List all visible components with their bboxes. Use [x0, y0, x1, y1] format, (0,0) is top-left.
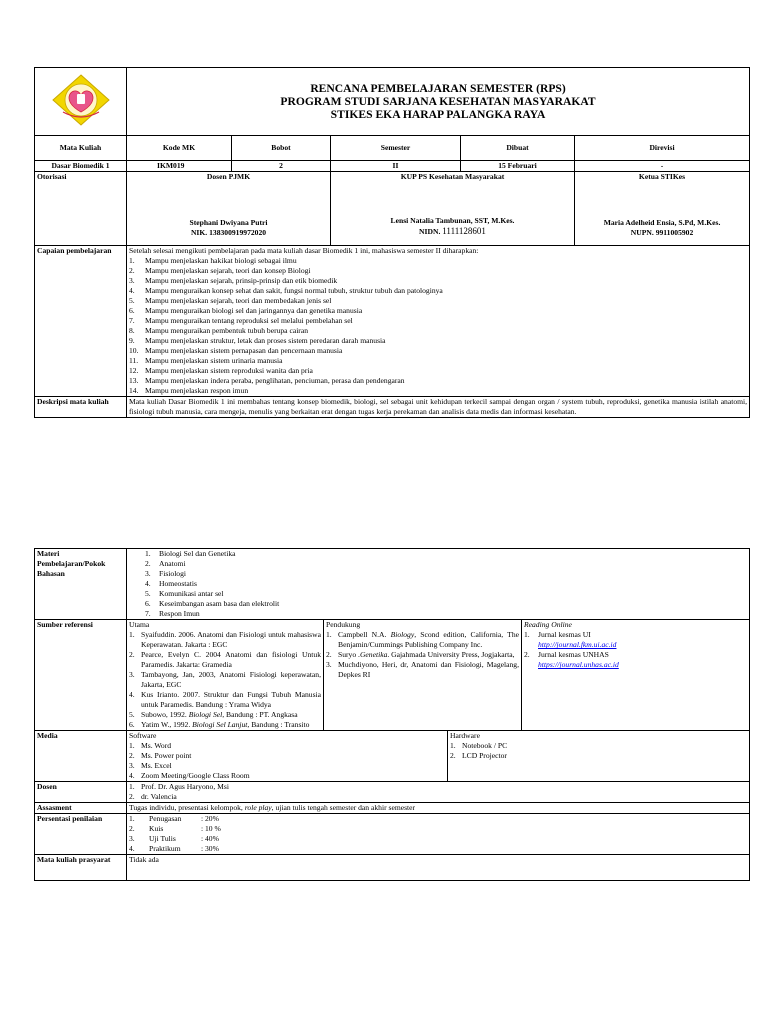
- persentasi-list: [129, 814, 747, 854]
- item-text: Mampu menjelaskan hakikat biologi sebagai ilmu: [145, 256, 297, 266]
- title-line-3: STIKES EKA HARAP PALANGKA RAYA: [330, 108, 546, 122]
- weight-value: : 20%: [201, 814, 219, 824]
- item-number: 8.: [129, 326, 135, 336]
- label-persentasi: Persentasi penilaian: [35, 814, 127, 855]
- signer-id-value: 138300919972020: [209, 228, 267, 238]
- capaian-item: [129, 276, 747, 286]
- item-number: 4.: [129, 690, 135, 700]
- signer-name: Stephani Dwiyana Putri: [189, 218, 268, 227]
- item-number: 7.: [145, 609, 151, 619]
- item-number: 4.: [129, 286, 135, 296]
- capaian-item: [129, 346, 747, 356]
- item-text: LCD Projector: [462, 751, 507, 761]
- software-item: [129, 751, 445, 761]
- item-italic: Genetika: [359, 650, 388, 660]
- item-text: Mampu menguraikan pembentuk tubuh berupa cairan: [145, 326, 309, 336]
- item-text: Mampu menjelaskan sejarah, teori dan membedakan jenis sel: [145, 296, 332, 306]
- title-line-1: RENCANA PEMBELAJARAN SEMESTER (RPS): [310, 81, 566, 95]
- weight-value: : 10 %: [201, 824, 221, 834]
- item-number: 5.: [129, 296, 135, 306]
- item-number: 5.: [145, 589, 151, 599]
- value-dibuat: 15 Februari: [461, 161, 575, 172]
- signer-id-label: NIK.: [190, 228, 208, 238]
- materi-item: [145, 579, 747, 589]
- rps-header-table: [34, 67, 750, 418]
- item-text: [538, 650, 747, 670]
- assessment-weight-item: [129, 834, 747, 844]
- sumber-pendukung: [324, 620, 522, 731]
- item-text: Prof. Dr. Agus Haryono, Msi: [141, 782, 229, 792]
- materi-item: [145, 599, 747, 609]
- assasment-text: [127, 803, 750, 814]
- item-number: 2.: [129, 650, 135, 660]
- materi-item: [145, 549, 747, 559]
- prasyarat-text: Tidak ada: [127, 855, 750, 881]
- label-direvisi: Direvisi: [575, 136, 750, 161]
- item-text: Muchdiyono, Heri, dr, Anatomi dan Fisiologi, Magelang, Depkes RI: [338, 660, 519, 680]
- hardware-item: [450, 751, 747, 761]
- online-journal-name: Jurnal kesmas UNHAS: [538, 650, 609, 660]
- item-number: 3.: [326, 660, 332, 670]
- item-number: 4.: [129, 771, 135, 781]
- reference-pendukung-item: [326, 630, 519, 650]
- dosen-item: [129, 792, 747, 802]
- materi-content: [127, 549, 750, 620]
- online-reference-item: [524, 630, 747, 650]
- label-materi: Materi Pembelajaran/Pokok Bahasan: [35, 549, 127, 620]
- item-text: Mampu menjelaskan sistem pernapasan dan pencernaan manusia: [145, 346, 343, 356]
- materi-list: [129, 549, 747, 619]
- item-text: Biologi Sel dan Genetika: [159, 549, 236, 558]
- item-text: Notebook / PC: [462, 741, 508, 751]
- item-text: Campbell N.A. Biology, Scond edition, California, The Benjamin/Cummings Publishing Company Inc.: [338, 630, 519, 650]
- item-text: Mampu menjelaskan struktur, letak dan proses sistem peredaran darah manusia: [145, 336, 386, 346]
- stikes-logo-icon: [49, 72, 113, 128]
- materi-item: [145, 609, 747, 619]
- capaian-item: [129, 286, 747, 296]
- online-reference-item: [524, 650, 747, 670]
- deskripsi-text: Mata kuliah Dasar Biomedik 1 ini membahas tentang konsep biomedik, biologi, sel sebagai unit kehidupan terkecil sampai dengan organ / system tubuh, reproduksi, genetika manusia istilah anatomi, fisiologi tubuh manusia, cara mengeja, menulis yang berkaitan erat dengan tugas kerja perekaman dan analisis data medis dan informasi kesehatan.: [127, 397, 750, 418]
- item-number: 3.: [129, 834, 135, 844]
- label-kode-mk: Kode MK: [127, 136, 232, 161]
- item-number: 3.: [129, 276, 135, 286]
- item-text: Syaifuddin. 2006. Anatomi dan Fisiologi untuk mahasiswa Keperawatan. Jakarta : EGC: [141, 630, 321, 650]
- item-number: 2.: [524, 650, 530, 660]
- software-item: [129, 761, 445, 771]
- item-number: 12.: [129, 366, 139, 376]
- online-title: Reading Online: [524, 620, 572, 630]
- item-text: Suryo .Genetika. Gajahmada University Press, Jogjakarta,: [338, 650, 515, 660]
- value-kode-mk: IKM019: [127, 161, 232, 172]
- capaian-item: [129, 336, 747, 346]
- item-number: 3.: [129, 761, 135, 771]
- item-number: 2.: [129, 824, 135, 834]
- item-text: Ms. Excel: [141, 761, 172, 771]
- capaian-item: [129, 356, 747, 366]
- label-prasyarat: Mata kuliah prasyarat: [35, 855, 127, 881]
- materi-item: [145, 589, 747, 599]
- item-text: Mampu menjelaskan sistem urinaria manusia: [145, 356, 283, 366]
- item-text: Mampu menguraikan biologi sel dan jaringannya dan genetika manusia: [145, 306, 363, 316]
- item-number: 1.: [129, 782, 135, 792]
- software-item: [129, 741, 445, 751]
- label-sumber: Sumber referensi: [35, 620, 127, 731]
- item-number: 1.: [129, 741, 135, 751]
- item-number: 2.: [129, 266, 135, 276]
- item-text: Homeostatis: [159, 579, 197, 589]
- item-text: Mampu menjelaskan respon imun: [145, 386, 249, 396]
- item-text: [538, 630, 747, 650]
- reference-utama-item: [129, 650, 321, 670]
- item-text: Mampu menjelaskan sejarah, prinsip-prinsip dan etik biomedik: [145, 276, 338, 286]
- signer-name: Lensi Natalia Tambunan, SST, M.Kes.: [390, 216, 515, 226]
- item-text: Mampu menjelaskan indera peraba, penglihatan, penciuman, perasa dan pendengaran: [145, 376, 405, 386]
- title-line-2: PROGRAM STUDI SARJANA KESEHATAN MASYARAKAT: [280, 94, 596, 108]
- reference-utama-item: [129, 720, 321, 730]
- item-number: 1.: [129, 814, 135, 824]
- sumber-utama: [127, 620, 324, 731]
- capaian-intro: Setelah selesai mengikuti pembelajaran pada mata kuliah dasar Biomedik 1 ini, mahasiswa semester II diharapkan:: [129, 246, 479, 256]
- role-dosen-pjmk: Dosen PJMK: [206, 172, 251, 182]
- role-ketua-stikes: Ketua STIKes: [638, 172, 686, 182]
- item-text: Kus Irianto. 2007. Struktur dan Fungsi Tubuh Manusia untuk Paramedis. Bandung : Yrama Widya: [141, 690, 321, 710]
- weight-name: Uji Tulis: [149, 834, 176, 844]
- software-title: Software: [129, 731, 157, 741]
- assasment-text-1: Tugas individu, presentasi kelompok,: [129, 803, 245, 813]
- software-list: [129, 741, 445, 781]
- value-mata-kuliah: Dasar Biomedik 1: [35, 161, 127, 172]
- item-number: 1.: [129, 256, 135, 266]
- item-text: Mampu menjelaskan sistem reproduksi wanita dan pria: [145, 366, 313, 376]
- item-text: Anatomi: [159, 559, 186, 569]
- signer-id-label: NIDN.: [419, 227, 441, 237]
- item-number: 1.: [145, 549, 151, 558]
- rps-detail-table: [34, 548, 750, 881]
- weight-value: : 30%: [201, 844, 219, 854]
- online-journal-name: Jurnal kesmas UI: [538, 630, 591, 640]
- capaian-item: [129, 376, 747, 386]
- value-bobot: 2: [232, 161, 331, 172]
- document-title: [127, 68, 750, 136]
- item-text: Subowo, 1992. Biologi Sel, Bandung : PT. Angkasa: [141, 710, 298, 720]
- role-kup-ps: KUP PS Kesehatan Masyarakat: [400, 172, 505, 182]
- hardware-list: [450, 741, 747, 761]
- item-number: 9.: [129, 336, 135, 346]
- item-text: Zoom Meeting/Google Class Room: [141, 771, 250, 781]
- item-number: 2.: [145, 559, 151, 569]
- item-italic: Biology: [390, 630, 415, 640]
- signature-kup-ps: [331, 172, 575, 246]
- reference-pendukung-item: [326, 650, 519, 660]
- label-otorisasi: Otorisasi: [35, 172, 127, 246]
- materi-item: [145, 569, 747, 579]
- online-list: [524, 630, 747, 670]
- label-mata-kuliah: Mata Kuliah: [35, 136, 127, 161]
- weight-value: : 40%: [201, 834, 219, 844]
- item-number: 6.: [145, 599, 151, 609]
- label-dibuat: Dibuat: [461, 136, 575, 161]
- journal-link[interactable]: https://journal.unhas.ac.id: [538, 660, 619, 670]
- item-number: 6.: [129, 306, 135, 316]
- pendukung-title: Pendukung: [326, 620, 361, 630]
- media-software: [127, 731, 448, 782]
- item-text: Pearce, Evelyn C. 2004 Anatomi dan fisiologi Untuk Paramedis. Jakarta: Gramedia: [141, 650, 321, 670]
- item-text: Fisiologi: [159, 569, 187, 579]
- item-number: 1.: [326, 630, 332, 640]
- item-number: 6.: [129, 720, 135, 730]
- assasment-text-2: , ujian tulis tengah semester dan akhir semester: [271, 803, 416, 813]
- item-number: 4.: [145, 579, 151, 589]
- signer-name: Maria Adelheid Ensia, S.Pd, M.Kes.: [603, 218, 721, 227]
- item-number: 3.: [145, 569, 151, 579]
- journal-link[interactable]: http://journal.fkm.ui.ac.id: [538, 640, 617, 650]
- reference-utama-item: [129, 710, 321, 720]
- label-media: Media: [35, 731, 127, 782]
- item-text: dr. Valencia: [141, 792, 177, 802]
- capaian-item: [129, 306, 747, 316]
- label-assasment: Assasment: [35, 803, 127, 814]
- item-italic: Biologi Sel: [188, 710, 223, 720]
- value-direvisi: -: [575, 161, 750, 172]
- assessment-weight-item: [129, 814, 747, 824]
- item-number: 11.: [129, 356, 139, 366]
- item-text: Yatim W., 1992. Biologi Sel Lanjut, Bandung : Transito: [141, 720, 310, 730]
- utama-title: Utama: [129, 620, 150, 630]
- weight-name: Praktikum: [149, 844, 181, 854]
- weight-name: Penugasan: [149, 814, 182, 824]
- logo-cell: [35, 68, 127, 136]
- item-text: Mampu menguraikan tentang reproduksi sel melalui pembelahan sel: [145, 316, 353, 326]
- sumber-online: [522, 620, 750, 731]
- persentasi-content: [127, 814, 750, 855]
- value-semester: II: [331, 161, 461, 172]
- capaian-list: [129, 256, 747, 396]
- signature-ketua-stikes: [575, 172, 750, 246]
- utama-list: [129, 630, 321, 730]
- item-italic: Biologi Sel Lanjut: [192, 720, 248, 730]
- reference-utama-item: [129, 630, 321, 650]
- signer-id-label: NUPN.: [630, 228, 654, 238]
- capaian-item: [129, 316, 747, 326]
- item-text: Ms. Power point: [141, 751, 192, 761]
- assessment-weight-item: [129, 824, 747, 834]
- item-number: 1.: [450, 741, 456, 751]
- pendukung-list: [326, 630, 519, 680]
- signature-dosen-pjmk: [127, 172, 331, 246]
- weight-name: Kuis: [149, 824, 164, 834]
- hardware-item: [450, 741, 747, 751]
- capaian-item: [129, 256, 747, 266]
- signer-id-value: 1111128601: [442, 226, 486, 237]
- item-number: 5.: [129, 710, 135, 720]
- item-number: 1.: [129, 630, 135, 640]
- item-number: 2.: [450, 751, 456, 761]
- item-number: 14.: [129, 386, 139, 396]
- item-number: 7.: [129, 316, 135, 326]
- assessment-weight-item: [129, 844, 747, 854]
- item-text: Ms. Word: [141, 741, 172, 751]
- item-text: Mampu menjelaskan sejarah, teori dan konsep Biologi: [145, 266, 311, 276]
- item-text: Respon Imun: [159, 609, 200, 619]
- item-number: 10.: [129, 346, 139, 356]
- label-semester: Semester: [331, 136, 461, 161]
- item-text: Komunikasi antar sel: [159, 589, 224, 599]
- reference-utama-item: [129, 690, 321, 710]
- item-number: 4.: [129, 844, 135, 854]
- dosen-list: [129, 782, 747, 802]
- item-number: 1.: [524, 630, 530, 640]
- capaian-item: [129, 386, 747, 396]
- dosen-item: [129, 782, 747, 792]
- materi-item: [145, 559, 747, 569]
- item-number: 13.: [129, 376, 139, 386]
- software-item: [129, 771, 445, 781]
- media-hardware: [448, 731, 750, 782]
- capaian-item: [129, 296, 747, 306]
- item-text: Tambayong, Jan, 2003, Anatomi Fisiologi keperawatan, Jakarta, EGC: [141, 670, 321, 690]
- reference-pendukung-item: [326, 660, 519, 680]
- hardware-title: Hardware: [450, 731, 480, 741]
- reference-utama-item: [129, 670, 321, 690]
- signer-id-value: 9911005902: [655, 228, 694, 238]
- item-text: Keseimbangan asam basa dan elektrolit: [159, 599, 280, 609]
- item-number: 3.: [129, 670, 135, 680]
- item-number: 2.: [129, 792, 135, 802]
- label-dosen: Dosen: [35, 782, 127, 803]
- capaian-item: [129, 326, 747, 336]
- item-number: 2.: [129, 751, 135, 761]
- item-text: Mampu menguraikan konsep sehat dan sakit, fungsi normal tubuh, struktur tubuh dan patologinya: [145, 286, 443, 296]
- dosen-content: [127, 782, 750, 803]
- label-bobot: Bobot: [232, 136, 331, 161]
- capaian-item: [129, 366, 747, 376]
- assasment-text-italic: role play: [244, 803, 272, 813]
- capaian-content: [127, 246, 750, 397]
- label-deskripsi: Deskripsi mata kuliah: [35, 397, 127, 418]
- item-number: 2.: [326, 650, 332, 660]
- capaian-item: [129, 266, 747, 276]
- label-capaian: Capaian pembelajaran: [35, 246, 127, 397]
